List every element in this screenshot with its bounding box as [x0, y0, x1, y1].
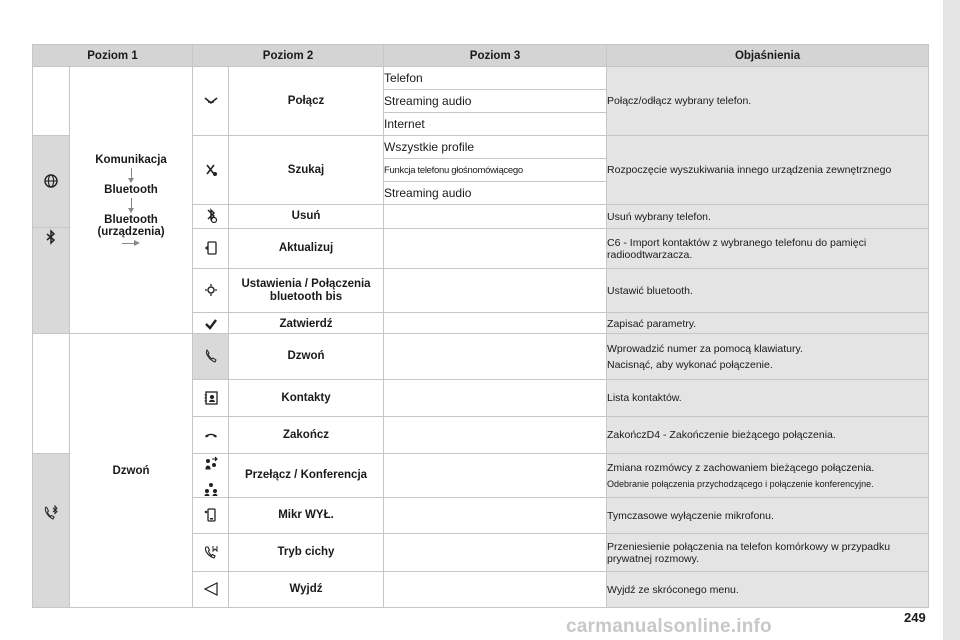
call-bluetooth-icon-cell [33, 454, 70, 608]
table-row [33, 67, 929, 90]
delete-device-icon [203, 208, 219, 224]
level2-exit: Wyjdź [229, 572, 384, 608]
level2-confirm: Zatwierdź [229, 313, 384, 336]
arrow-right-icon [122, 240, 140, 248]
explanation-settings: Ustawić bluetooth. [607, 269, 929, 313]
option-all-profiles: Wszystkie profile [384, 136, 607, 159]
hang-up-icon [203, 427, 219, 443]
call-icon-cell [193, 334, 229, 380]
explanation-call [607, 334, 929, 380]
globe-icon [43, 173, 59, 189]
explanation-search: Rozpoczęcie wyszukiwania innego urządzenia zewnętrznego [607, 136, 929, 205]
level2-update: Aktualizuj [229, 229, 384, 269]
level2-search: Szukaj [229, 136, 384, 205]
header-row [33, 45, 929, 67]
level1-call: Dzwoń [70, 334, 193, 608]
explanation-hangup: ZakończD4 - Zakończenie bieżącego połączenia. [607, 417, 929, 454]
mute-icon-cell [193, 498, 229, 534]
explanation-call-line2: Nacisnąć, aby wykonać połączenie. [607, 358, 773, 371]
private-icon-cell [193, 534, 229, 572]
explanation-private: Przeniesienie połączenia na telefon komórkowy w przypadku prywatnej rozmowy. [607, 534, 929, 572]
contacts-icon [203, 390, 219, 406]
option-handsfree: Funkcja telefonu głośnomówiącego [384, 159, 607, 182]
level2-connect: Połącz [229, 67, 384, 136]
phone-icon [203, 348, 219, 364]
back-triangle-icon [203, 581, 219, 597]
explanation-switch [607, 454, 929, 498]
level2-switch: Przełącz / Konferencja [229, 454, 384, 498]
path-communication: Komunikacja [95, 154, 167, 166]
connect-icon-cell [193, 67, 229, 136]
header-level1: Poziom 1 [33, 45, 193, 67]
watermark: carmanualsonline.info [566, 616, 772, 637]
header-level2: Poziom 2 [193, 45, 384, 67]
explanation-connect: Połącz/odłącz wybrany telefon. [607, 67, 929, 136]
level2-mute: Mikr WYŁ. [229, 498, 384, 534]
bluetooth-icon-cell [33, 228, 70, 336]
explanation-switch-line1: Zmiana rozmówcy z zachowaniem bieżącego połączenia. [607, 461, 875, 474]
option-streaming-audio: Streaming audio [384, 90, 607, 113]
search-device-icon [203, 162, 219, 178]
option-phone: Telefon [384, 67, 607, 90]
option-streaming-audio-2: Streaming audio [384, 182, 607, 205]
level2-hangup: Zakończ [229, 417, 384, 454]
search-icon-cell [193, 136, 229, 205]
explanation-confirm: Zapisać parametry. [607, 313, 929, 336]
level1-path [70, 67, 193, 336]
exit-icon-cell [193, 572, 229, 608]
page-number: 249 [904, 610, 926, 625]
update-icon-cell [193, 229, 229, 269]
table-row [33, 334, 929, 380]
switch-call-icon [203, 455, 219, 471]
switch-icon-cell [193, 454, 229, 498]
bluetooth-settings-icon [203, 282, 219, 298]
path-bluetooth: Bluetooth [104, 184, 158, 196]
mic-off-icon [203, 507, 219, 523]
level2-delete: Usuń [229, 205, 384, 229]
settings-icon-cell [193, 269, 229, 313]
conference-icon [203, 481, 219, 497]
path-bluetooth-devices: Bluetooth (urządzenia) [97, 214, 165, 238]
level2-settings: Ustawienia / Połączenia bluetooth bis [229, 269, 384, 313]
arrow-down-icon [131, 198, 132, 210]
contacts-icon-cell [193, 380, 229, 417]
explanation-switch-line2: Odebranie połączenia przychodzącego i połączenie konferencyjne. [607, 478, 874, 489]
hangup-icon-cell [193, 417, 229, 454]
check-icon [203, 316, 219, 332]
call-menu-table [32, 333, 929, 608]
bluetooth-icon [43, 229, 59, 245]
connect-icon [203, 93, 219, 109]
globe-icon-cell [33, 136, 70, 228]
level2-contacts: Kontakty [229, 380, 384, 417]
header-level3: Poziom 3 [384, 45, 607, 67]
delete-icon-cell [193, 205, 229, 229]
page-edge-strip [943, 0, 960, 640]
level2-call: Dzwoń [229, 334, 384, 380]
explanation-call-line1: Wprowadzić numer za pomocą klawiatury. [607, 342, 803, 355]
private-mode-icon [203, 544, 219, 560]
update-contacts-icon [203, 240, 219, 256]
explanation-mute: Tymczasowe wyłączenie mikrofonu. [607, 498, 929, 534]
arrow-down-icon [131, 168, 132, 180]
header-explanation: Objaśnienia [607, 45, 929, 67]
menu-structure-table [32, 44, 929, 336]
bluetooth-phone-icon [43, 505, 59, 521]
explanation-update: C6 - Import kontaktów z wybranego telefonu do pamięci radioodtwarzacza. [607, 229, 929, 269]
explanation-delete: Usuń wybrany telefon. [607, 205, 929, 229]
explanation-exit: Wyjdź ze skróconego menu. [607, 572, 929, 608]
explanation-contacts: Lista kontaktów. [607, 380, 929, 417]
option-internet: Internet [384, 113, 607, 136]
level2-private: Tryb cichy [229, 534, 384, 572]
